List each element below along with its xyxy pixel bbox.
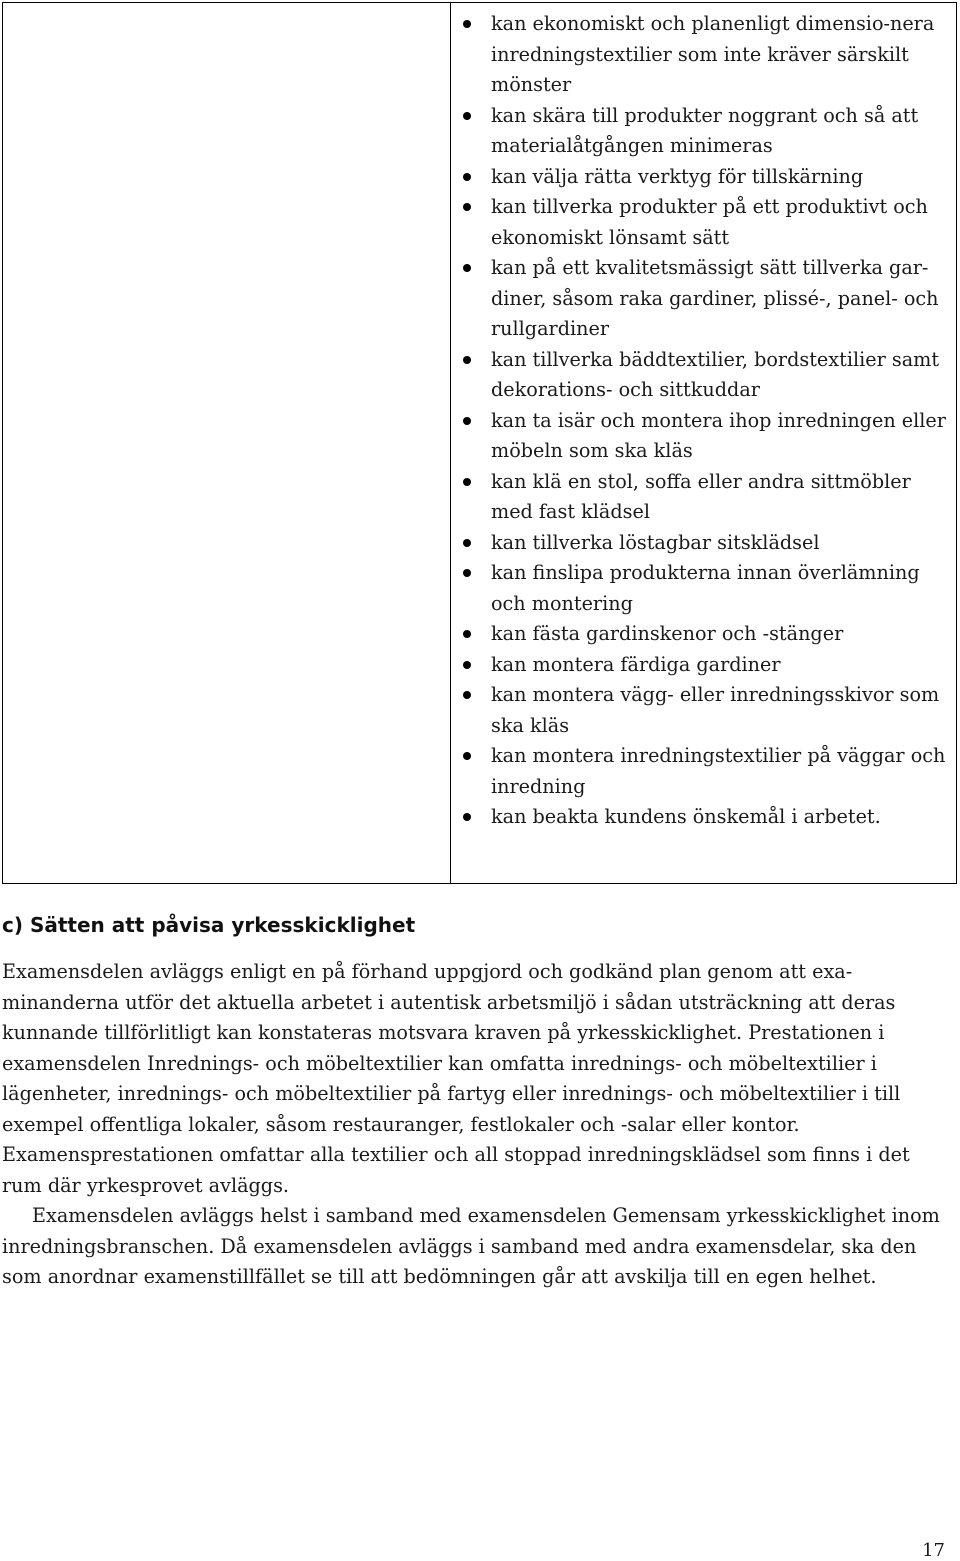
bullet-icon (463, 173, 471, 181)
paragraph-2: Examensdelen avläggs helst i samband med examensdelen Gemensam yrkesskicklighet inom inredningsbranschen. Då examensdelen avläggs i samband med andra examensdelar, ska den som anordnar examenstillfället se till att bedömningen går att avskilja till en egen helhet. (2, 1204, 940, 1288)
bullet-item: kan ta isär och montera ihop inredningen eller möbeln som ska kläs (491, 406, 950, 467)
criteria-table (2, 2, 957, 884)
bullet-icon (463, 478, 471, 486)
bullet-item: kan på ett kvalitetsmässigt sätt tillverka gar-diner, såsom raka gardiner, plissé-, panel- och rullgardiner (491, 253, 950, 345)
page-number: 17 (922, 1540, 945, 1561)
bullet-icon (463, 356, 471, 364)
bullet-icon (463, 661, 471, 669)
bullet-icon (463, 20, 471, 28)
bullet-item: kan tillverka löstagbar sitsklädsel (491, 528, 950, 559)
bullet-item: kan tillverka produkter på ett produktivt och ekonomiskt lönsamt sätt (491, 192, 950, 253)
bullet-item: kan skära till produkter noggrant och så att materialåtgången minimeras (491, 101, 950, 162)
bullet-item: kan klä en stol, soffa eller andra sittmöbler med fast klädsel (491, 467, 950, 528)
section-body (2, 957, 952, 1293)
bullet-item: kan välja rätta verktyg för tillskärning (491, 162, 950, 193)
bullet-item: kan montera vägg- eller inredningsskivor som ska kläs (491, 680, 950, 741)
bullet-icon (463, 569, 471, 577)
bullet-item: kan finslipa produkterna innan överlämning och montering (491, 558, 950, 619)
paragraph-1: Examensdelen avläggs enligt en på förhand uppgjord och godkänd plan genom att exa-minanderna utför det aktuella arbetet i autentisk arbetsmiljö i sådan utsträckning att deras kunnande tillförlitligt kan konstateras motsvara kraven på yrkesskicklighet. Prestationen i examensdelen Inrednings- och möbeltextilier kan omfatta inrednings- och möbeltextilier i lägenheter, inrednings- och möbeltextilier på fartyg eller inrednings- och möbeltextilier i till exempel offentliga lokaler, såsom restauranger, festlokaler och -salar eller kontor. Examensprestationen omfattar alla textilier och all stoppad inredningsklädsel som finns i det rum där yrkesprovet avläggs. (2, 960, 910, 1197)
bullet-item: kan montera inredningstextilier på väggar och inredning (491, 741, 950, 802)
bullet-item: kan montera färdiga gardiner (491, 650, 950, 681)
bullet-icon (463, 752, 471, 760)
bullet-icon (463, 630, 471, 638)
bullet-item: kan beakta kundens önskemål i arbetet. (491, 802, 950, 833)
bullet-icon (463, 417, 471, 425)
table-right-column (451, 3, 956, 883)
table-left-column (3, 3, 451, 883)
bullet-icon (463, 112, 471, 120)
bullet-icon (463, 813, 471, 821)
bullet-item: kan fästa gardinskenor och -stänger (491, 619, 950, 650)
section-heading: c) Sätten att påvisa yrkesskicklighet (2, 913, 416, 937)
bullet-item: kan ekonomiskt och planenligt dimensio-nera inredningstextilier som inte kräver särskilt mönster (491, 9, 950, 101)
bullet-icon (463, 203, 471, 211)
bullet-icon (463, 264, 471, 272)
bullet-icon (463, 539, 471, 547)
bullet-item: kan tillverka bäddtextilier, bordstextilier samt dekorations- och sittkuddar (491, 345, 950, 406)
skills-bullet-list (491, 9, 950, 833)
bullet-icon (463, 691, 471, 699)
